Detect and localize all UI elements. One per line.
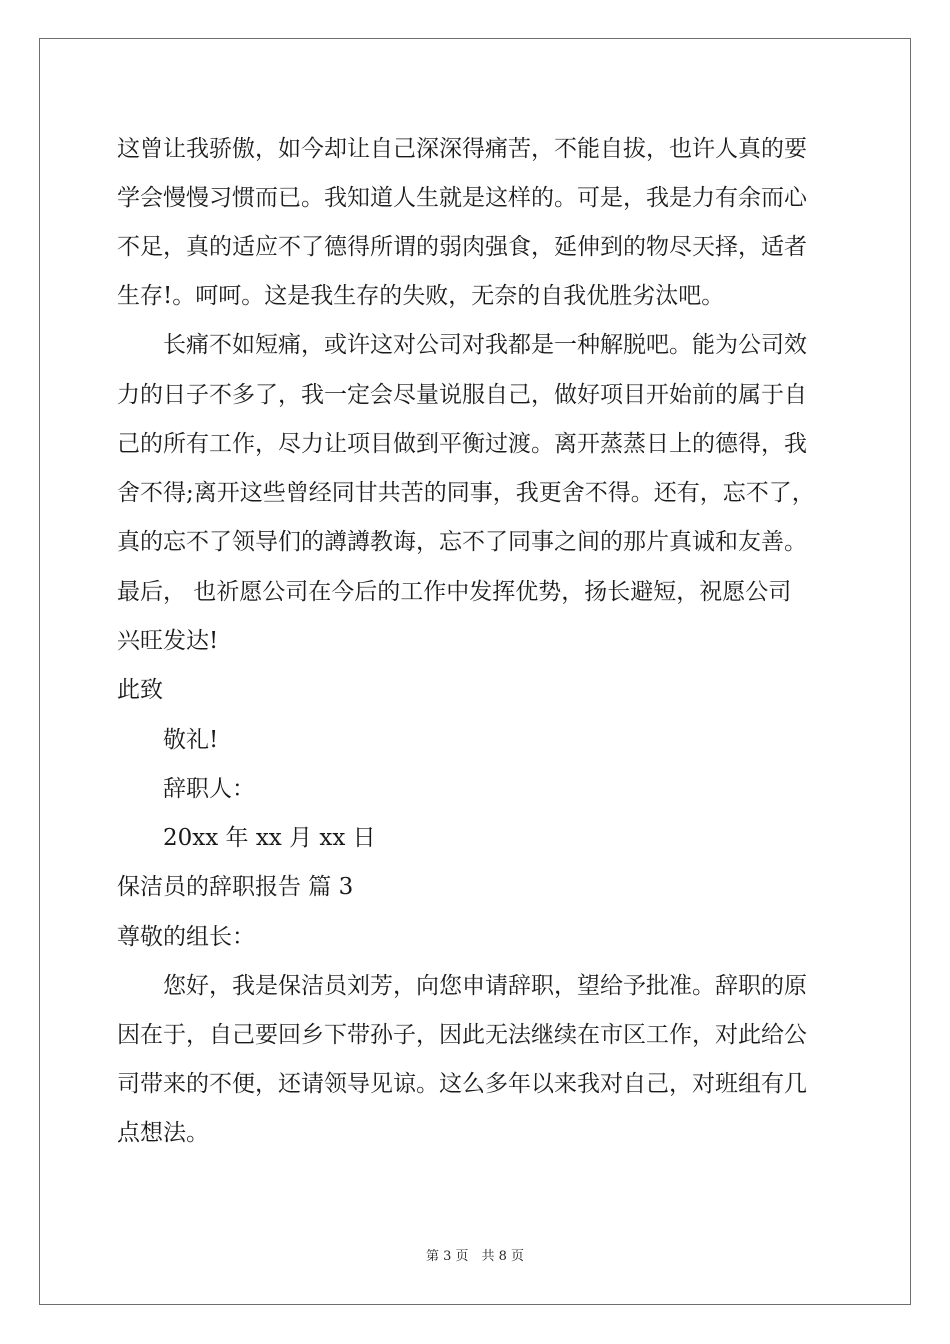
signature-line: 辞职人： <box>163 776 255 802</box>
closing-salutation: 此致 <box>117 677 163 703</box>
body-line-13: 因在于，自己要回乡下带孙子，因此无法继续在市区工作，对此给公 <box>117 1022 807 1048</box>
body-line-5: 长痛不如短痛，或许这对公司对我都是一种解脱吧。能为公司效 <box>163 332 807 358</box>
body-line-1: 这曾让我骄傲，如今却让自己深深得痛苦，不能自拔，也许人真的要 <box>117 136 807 162</box>
date-line: 20xx 年 xx 月 xx 日 <box>163 825 376 851</box>
body-line-8: 舍不得;离开这些曾经同甘共苦的同事，我更舍不得。还有，忘不了， <box>117 480 815 506</box>
body-line-4: 生存!。呵呵。这是我生存的失败，无奈的自我优胜劣汰吧。 <box>117 283 725 309</box>
body-line-7: 己的所有工作，尽力让项目做到平衡过渡。离开蒸蒸日上的德得，我 <box>117 431 807 457</box>
closing-regards: 敬礼! <box>163 727 219 753</box>
body-line-14: 司带来的不便，还请领导见谅。这么多年以来我对自己，对班组有几 <box>117 1071 807 1097</box>
greeting-line: 尊敬的组长： <box>117 924 255 950</box>
body-line-6: 力的日子不多了，我一定会尽量说服自己，做好项目开始前的属于自 <box>117 382 807 408</box>
page-number: 第 3 页 共 8 页 <box>425 1249 525 1264</box>
body-line-15: 点想法。 <box>117 1120 209 1146</box>
body-line-12: 您好，我是保洁员刘芳，向您申请辞职，望给予批准。辞职的原 <box>163 973 807 999</box>
body-line-2: 学会慢慢习惯而已。我知道人生就是这样的。可是，我是力有余而心 <box>117 185 807 211</box>
body-line-10: 最后， 也祈愿公司在今后的工作中发挥优势，扬长避短，祝愿公司 <box>117 579 792 605</box>
page-border <box>39 38 911 1305</box>
body-line-3: 不足，真的适应不了德得所谓的弱肉强食，延伸到的物尽天择，适者 <box>117 234 807 260</box>
section-heading: 保洁员的辞职报告 篇 3 <box>117 874 354 900</box>
body-line-9: 真的忘不了领导们的譐譐教诲，忘不了同事之间的那片真诚和友善。 <box>117 529 807 555</box>
body-line-11: 兴旺发达! <box>117 628 219 654</box>
